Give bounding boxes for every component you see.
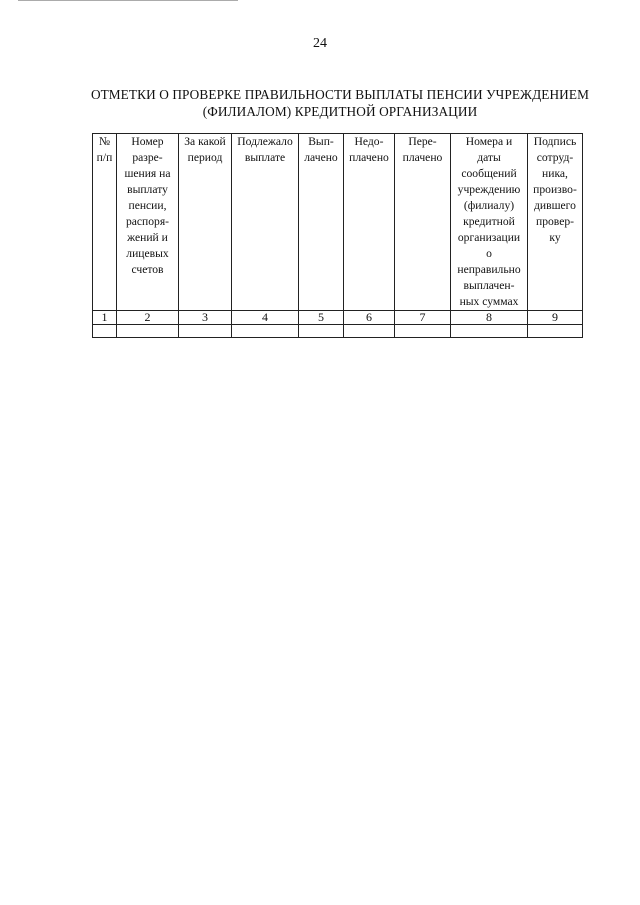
column-number-cell: 5: [299, 311, 344, 325]
column-numbers-row: [93, 311, 583, 325]
column-number-cell: 6: [344, 311, 395, 325]
empty-cell[interactable]: [451, 325, 528, 338]
empty-cell[interactable]: [179, 325, 232, 338]
column-number-cell: 9: [528, 311, 583, 325]
column-number-cell: 3: [179, 311, 232, 325]
header-cell-signature: Подпись сотруд- ника, произво- дившего провер- ку: [528, 134, 583, 311]
pension-check-table: [92, 133, 583, 338]
document-title-line-2: (ФИЛИАЛОМ) КРЕДИТНОЙ ОРГАНИЗАЦИИ: [202, 104, 478, 119]
page-number: 24: [313, 36, 327, 51]
scan-edge-mark: [18, 0, 238, 4]
column-number-cell: 7: [395, 311, 451, 325]
column-number-cell: 4: [232, 311, 299, 325]
document-title-line-1: ОТМЕТКИ О ПРОВЕРКЕ ПРАВИЛЬНОСТИ ВЫПЛАТЫ ПЕНСИИ УЧРЕЖДЕНИЕМ: [90, 87, 590, 102]
column-number-cell: 2: [117, 311, 179, 325]
column-number-cell: 8: [451, 311, 528, 325]
header-cell-number: № п/п: [93, 134, 117, 311]
empty-cell[interactable]: [528, 325, 583, 338]
table-header-row: [93, 134, 583, 311]
document-title: [80, 86, 600, 120]
header-cell-paid: Вып- лачено: [299, 134, 344, 311]
header-cell-permit-number: Номер разре- шения на выплату пенсии, распоря- жений и лицевых счетов: [117, 134, 179, 311]
column-number-cell: 1: [93, 311, 117, 325]
header-cell-messages: Номера и даты сообщений учреждению (филиалу) кредитной организации о неправильно выплачен- ных суммах: [451, 134, 528, 311]
empty-entry-row: [93, 325, 583, 338]
empty-cell[interactable]: [299, 325, 344, 338]
header-cell-underpaid: Недо- плачено: [344, 134, 395, 311]
empty-cell[interactable]: [117, 325, 179, 338]
empty-cell[interactable]: [232, 325, 299, 338]
empty-cell[interactable]: [344, 325, 395, 338]
header-cell-due: Подлежало выплате: [232, 134, 299, 311]
empty-cell[interactable]: [93, 325, 117, 338]
header-cell-overpaid: Пере- плачено: [395, 134, 451, 311]
empty-cell[interactable]: [395, 325, 451, 338]
header-cell-period: За какой период: [179, 134, 232, 311]
